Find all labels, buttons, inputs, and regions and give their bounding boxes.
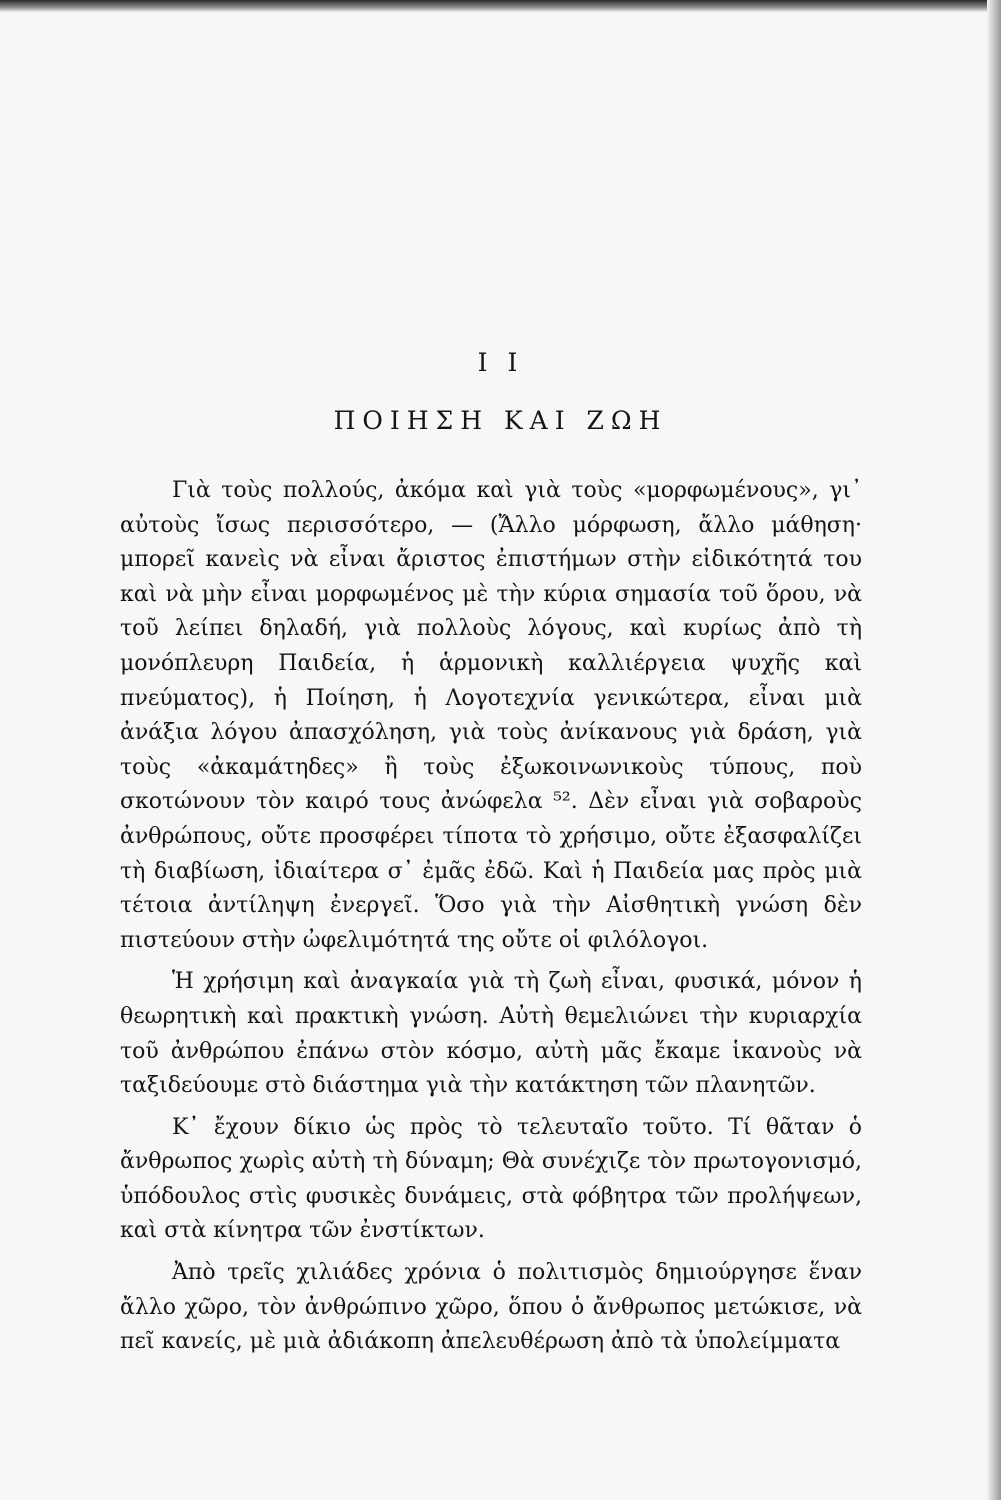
paragraph: Γιὰ τοὺς πολλούς, ἀκόμα καὶ γιὰ τοὺς «μορφωμένους», γι᾽ αὐτοὺς ἴσως περισσότερο, — (Ἄλλο μόρφωση, ἄλλο μάθηση· μπορεῖ κανεὶς νὰ εἶναι ἄριστος ἐπιστήμων στὴν εἰδικότητά του καὶ νὰ μὴν εἶναι μορφωμένος μὲ τὴν κύρια σημασία τοῦ ὅρου, νὰ τοῦ λείπει δηλαδή, γιὰ πολλοὺς λόγους, καὶ κυρίως ἀπὸ τὴ μονόπλευρη Παιδεία, ἡ ἁρμονικὴ καλλιέργεια ψυχῆς καὶ πνεύματος), ἡ Ποίηση, ἡ Λογοτεχνία γενικώτερα, εἶναι μιὰ ἀνάξια λόγου ἀπασχόληση, γιὰ τοὺς ἀνίκανους γιὰ δράση, γιὰ τοὺς «ἀκαμάτηδες» ἢ τοὺς ἐξωκοινωνικοὺς τύπους, ποὺ σκοτώνουν τὸν καιρό τους ἀνώφελα ⁵². Δὲν εἶναι γιὰ σοβαροὺς ἀνθρώπους, οὔτε προσφέρει τίποτα τὸ χρήσιμο, οὔτε ἐξασφαλίζει τὴ διαβίωση, ἰδιαίτερα σ᾽ ἐμᾶς ἐδῶ. Καὶ ἡ Παιδεία μας πρὸς μιὰ τέτοια ἀντίληψη ἐνεργεῖ. Ὅσο γιὰ τὴν Αἰσθητικὴ γνώση δὲν πιστεύουν στὴν ὠφελιμότητά της οὔτε οἱ φιλόλογοι. xyxy=(120,478,862,953)
paragraph: Κ᾽ ἔχουν δίκιο ὡς πρὸς τὸ τελευταῖο τοῦτο. Τί θᾶταν ὁ ἄνθρωπος χωρὶς αὐτὴ τὴ δύναμη; Θὰ συνέχιζε τὸν πρωτογονισμό, ὑπόδουλος στὶς φυσικὲς δυνάμεις, στὰ φόβητρα τῶν προλήψεων, καὶ στὰ κίνητρα τῶν ἐνστίκτων. xyxy=(120,1114,862,1244)
chapter-title: ΠΟΙΗΣΗ ΚΑΙ ΖΩΗ xyxy=(333,406,668,435)
scan-top-edge xyxy=(0,0,1001,12)
paragraph: Ἀπὸ τρεῖς χιλιάδες χρόνια ὁ πολιτισμὸς δημιούργησε ἕναν ἄλλο χῶρο, τὸν ἀνθρώπινο χῶρο, ὅπου ὁ ἄνθρωπος μετώκισε, νὰ πεῖ κανείς, μὲ μιὰ ἀδιάκοπη ἀπελευθέρωση ἀπὸ τὰ ὑπολείμματα xyxy=(120,1260,862,1355)
paragraph: Ἡ χρήσιμη καὶ ἀναγκαία γιὰ τὴ ζωὴ εἶναι, φυσικά, μόνον ἡ θεωρητικὴ καὶ πρακτικὴ γνώση. Αὐτὴ θεμελιώνει τὴν κυριαρχία τοῦ ἀνθρώπου ἐπάνω στὸν κόσμο, αὐτὴ μᾶς ἔκαμε ἱκανοὺς νὰ ταξιδεύουμε στὸ διάστημα γιὰ τὴν κατάκτηση τῶν πλανητῶν. xyxy=(120,969,862,1099)
scan-right-edge xyxy=(987,0,1001,1500)
body-text xyxy=(120,474,862,1360)
chapter-number: I I xyxy=(477,348,524,377)
